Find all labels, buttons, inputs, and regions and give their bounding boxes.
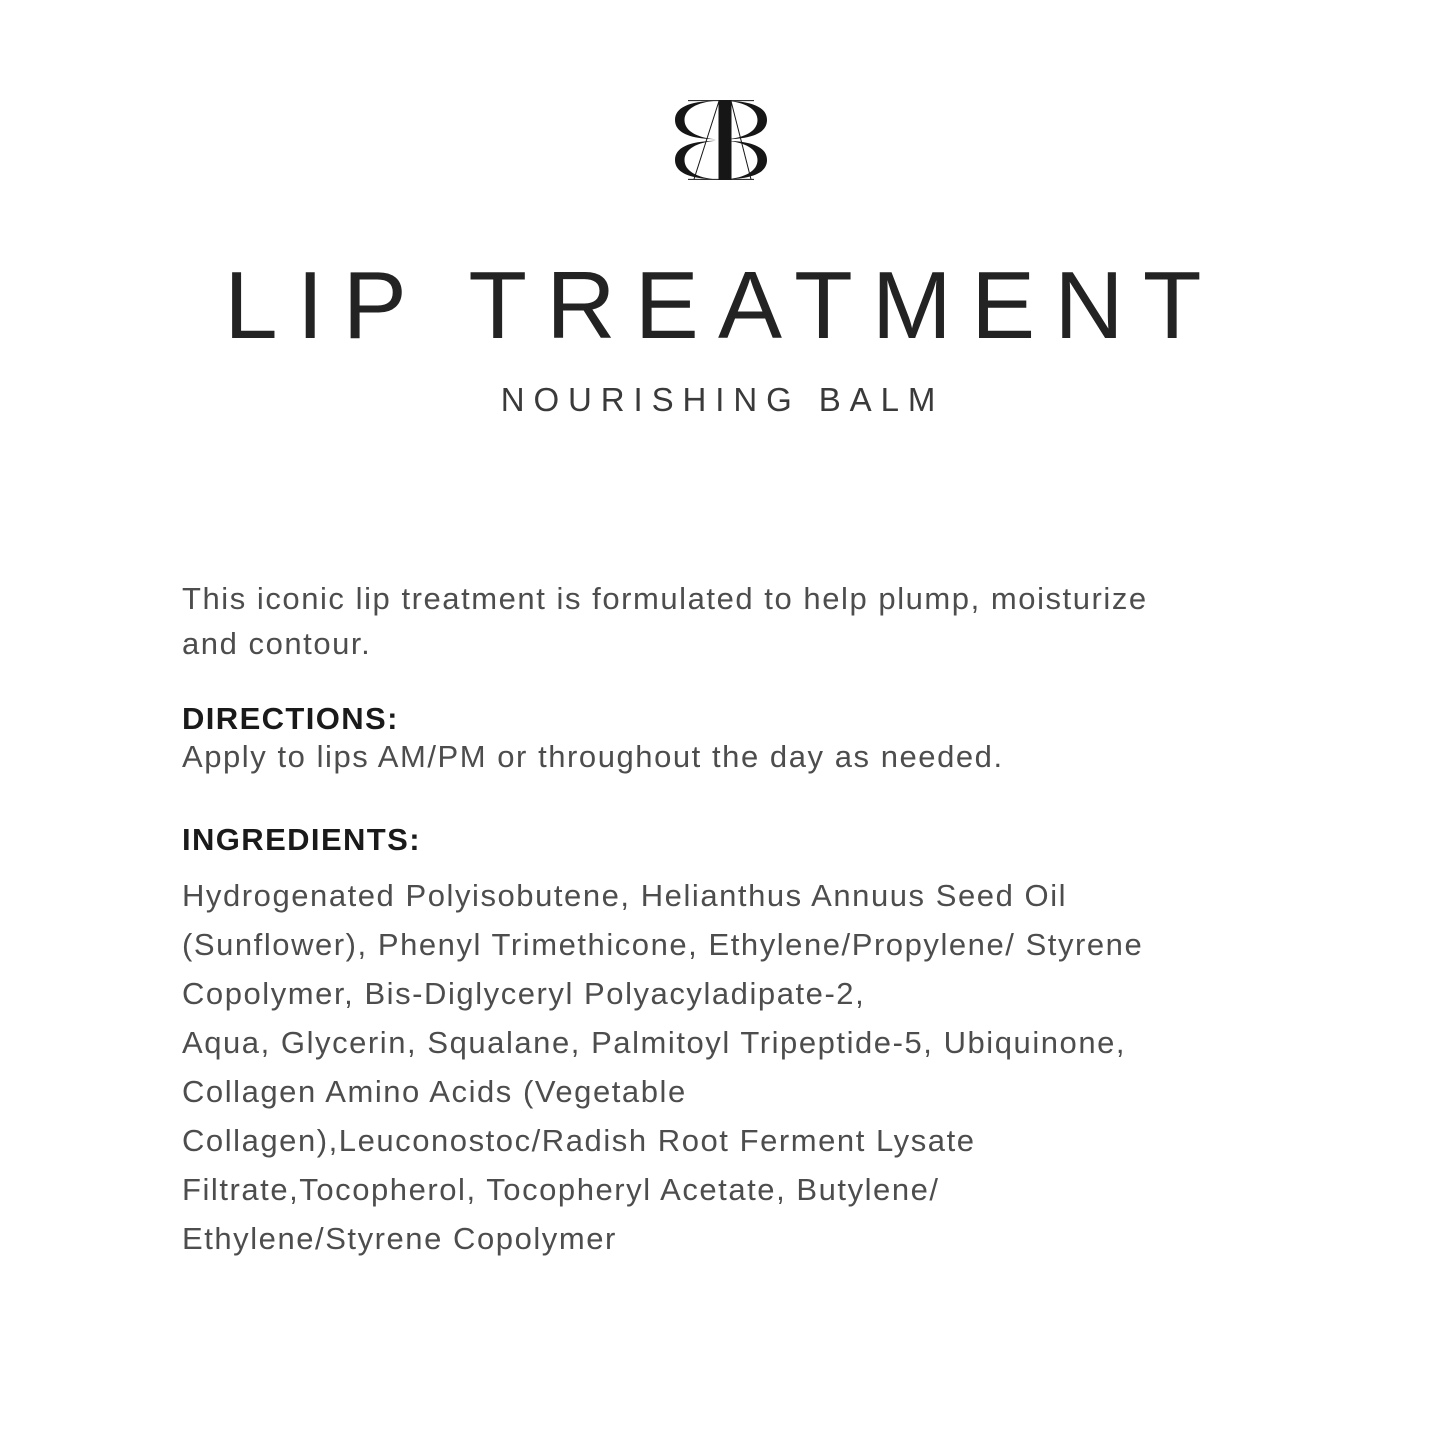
ingredients-heading: INGREDIENTS: <box>182 822 421 857</box>
brand-logo <box>675 100 767 180</box>
ingredients-line: Collagen Amino Acids (Vegetable <box>182 1074 687 1109</box>
ingredients-line: Copolymer, Bis-Diglyceryl Polyacyladipate-2, <box>182 976 866 1011</box>
directions-body: Apply to lips AM/PM or throughout the day as needed. <box>182 739 1004 774</box>
ingredients-line: Aqua, Glycerin, Squalane, Palmitoyl Tripeptide-5, Ubiquinone, <box>182 1025 1127 1060</box>
ingredients-line: (Sunflower), Phenyl Trimethicone, Ethylene/Propylene/ Styrene <box>182 927 1144 962</box>
bb-monogram-icon <box>675 100 767 180</box>
product-subtitle: NOURISHING BALM <box>500 381 945 418</box>
product-description <box>182 576 1267 666</box>
product-title: LIP TREATMENT <box>224 252 1221 359</box>
ingredients-line: Ethylene/Styrene Copolymer <box>182 1221 617 1256</box>
description-line: This iconic lip treatment is formulated to help plump, moisturize <box>182 581 1148 616</box>
directions-heading: DIRECTIONS: <box>182 701 399 736</box>
description-line: and contour. <box>182 626 372 661</box>
ingredients-list <box>182 871 1267 1263</box>
ingredients-line: Collagen),Leuconostoc/Radish Root Ferment Lysate <box>182 1123 976 1158</box>
ingredients-line: Filtrate,Tocopherol, Tocopheryl Acetate, Butylene/ <box>182 1172 940 1207</box>
ingredients-line: Hydrogenated Polyisobutene, Helianthus Annuus Seed Oil <box>182 878 1068 913</box>
